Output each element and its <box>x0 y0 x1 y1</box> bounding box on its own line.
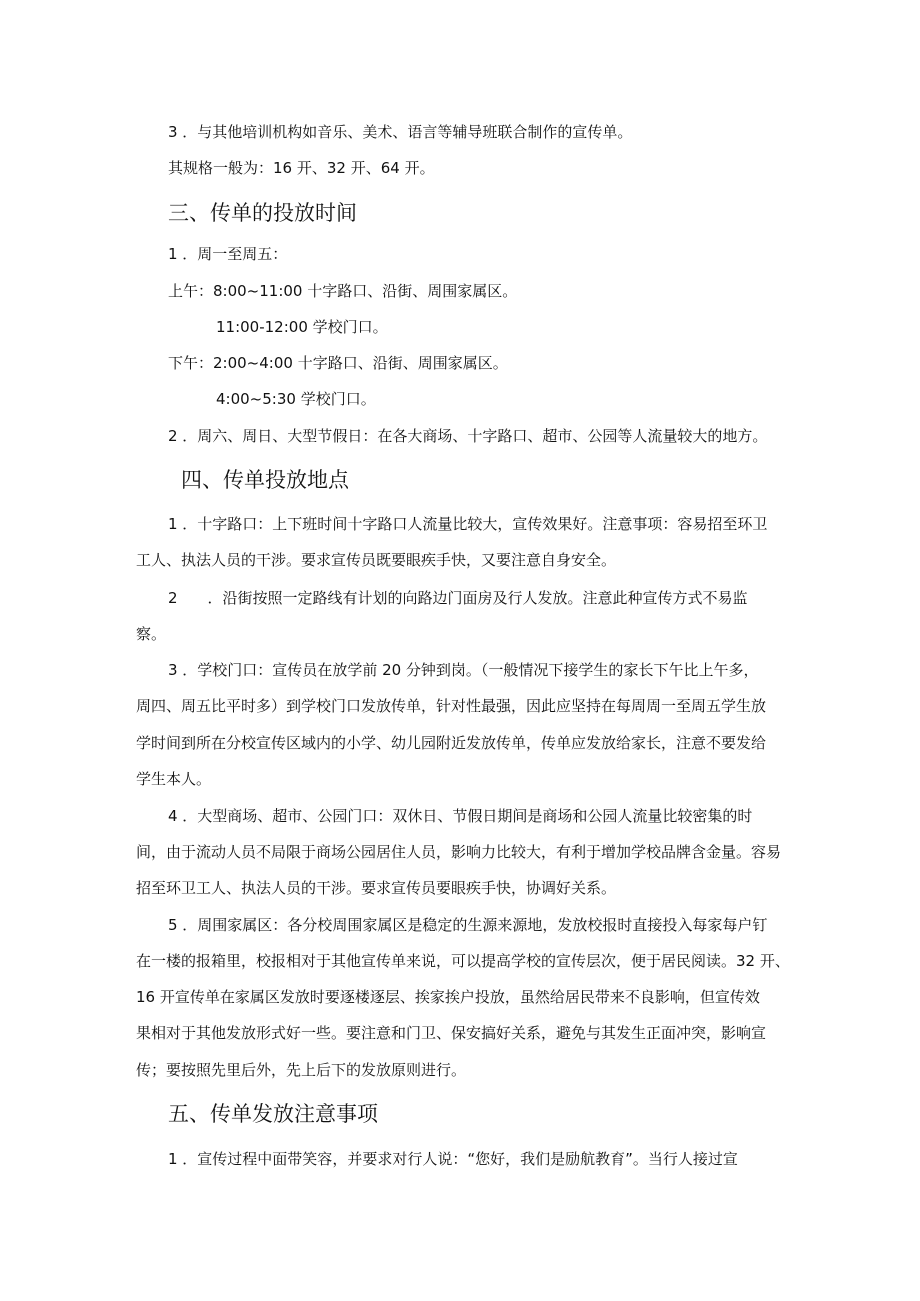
text-line: 11:00-12:00 学校门口。 <box>216 318 388 336</box>
section-heading: 四、传单投放地点 <box>181 468 349 492</box>
text-line: 果相对于其他发放形式好一些。要注意和门卫、保安搞好关系，避免与其发生正面冲突，影响宣 <box>136 1024 767 1042</box>
text-line: 2 ．周六、周日、大型节假日：在各大商场、十字路口、超市、公园等人流量较大的地方。 <box>168 427 768 445</box>
text-line: 3 ．与其他培训机构如音乐、美术、语言等辅导班联合制作的宣传单。 <box>168 123 633 141</box>
text-line: 1 ．宣传过程中面带笑容，并要求对行人说：“您好，我们是励航教育”。当行人接过宣 <box>168 1150 738 1168</box>
text-line: 间，由于流动人员不局限于商场公园居住人员，影响力比较大，有利于增加学校品牌含金量。容易 <box>136 843 782 861</box>
text-line: 2 ．沿街按照一定路线有计划的向路边门面房及行人发放。注意此种宣传方式不易监 <box>168 589 748 607</box>
text-line: 3 ．学校门口：宣传员在放学前 20 分钟到岗。（一般情况下接学生的家长下午比上午多， <box>168 661 759 679</box>
text-line: 其规格一般为：16 开、32 开、64 开。 <box>168 159 435 177</box>
text-line: 上午：8:00~11:00 十字路口、沿街、周围家属区。 <box>168 282 518 300</box>
text-line: 学时间到所在分校宣传区域内的小学、幼儿园附近发放传单，传单应发放给家长，注意不要发给 <box>136 734 767 752</box>
text-line: 下午：2:00~4:00 十字路口、沿街、周围家属区。 <box>168 354 508 372</box>
section-heading: 五、传单发放注意事项 <box>168 1102 378 1126</box>
text-line: 5 ．周围家属区：各分校周围家属区是稳定的生源来源地，发放校报时直接投入每家每户钉 <box>168 916 768 934</box>
text-line: 察。 <box>136 625 167 643</box>
text-line: 1 ．十字路口：上下班时间十字路口人流量比较大，宣传效果好。注意事项：容易招至环卫 <box>168 515 768 533</box>
text-line: 传；要按照先里后外，先上后下的发放原则进行。 <box>136 1061 467 1079</box>
text-line: 招至环卫工人、执法人员的干涉。要求宣传员要眼疾手快，协调好关系。 <box>136 879 617 897</box>
text-line: 1 ．周一至周五： <box>168 245 288 263</box>
text-line: 周四、周五比平时多）到学校门口发放传单，针对性最强，因此应坚持在每周周一至周五学生放 <box>136 697 767 715</box>
text-line: 4 ．大型商场、超市、公园门口：双休日、节假日期间是商场和公园人流量比较密集的时 <box>168 807 753 825</box>
text-line: 在一楼的报箱里，校报相对于其他宣传单来说，可以提高学校的宣传层次，便于居民阅读。32 开、 <box>136 952 790 970</box>
text-line: 4:00~5:30 学校门口。 <box>216 390 376 408</box>
text-line: 16 开宣传单在家属区发放时要逐楼逐层、挨家挨户投放，虽然给居民带来不良影响，但宣传效 <box>136 988 760 1006</box>
section-heading: 三、传单的投放时间 <box>168 201 357 225</box>
text-line: 工人、执法人员的干涉。要求宣传员既要眼疾手快，又要注意自身安全。 <box>136 551 617 569</box>
text-line: 学生本人。 <box>136 770 212 788</box>
